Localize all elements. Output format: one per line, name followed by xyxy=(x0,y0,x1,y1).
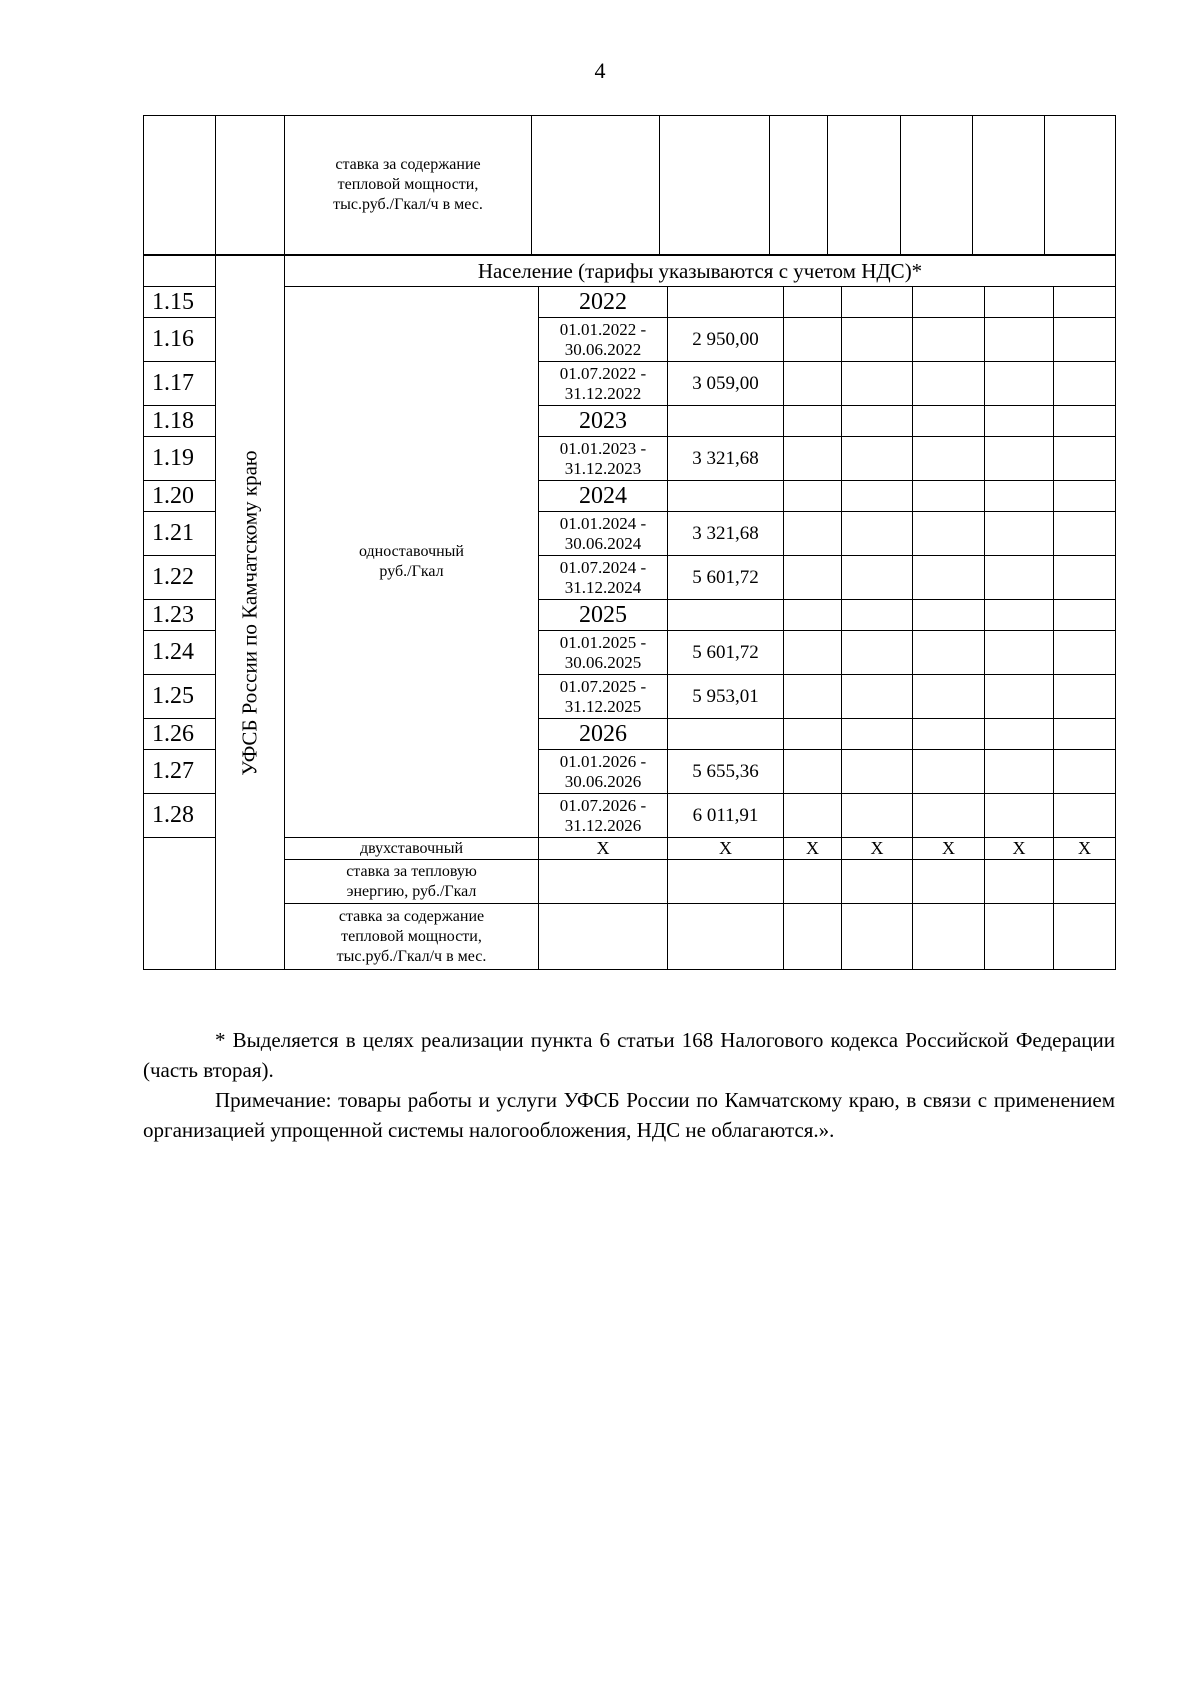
empty-cell xyxy=(985,750,1054,794)
tariff-value xyxy=(668,406,784,437)
empty-cell xyxy=(842,794,913,838)
empty-cell xyxy=(985,719,1054,750)
date-range: 01.07.2026 - 31.12.2026 xyxy=(539,794,668,838)
empty-cell xyxy=(842,631,913,675)
empty-cell xyxy=(985,318,1054,362)
row-number: 1.25 xyxy=(144,675,216,719)
empty-cell xyxy=(985,287,1054,318)
empty-cell xyxy=(842,362,913,406)
empty-cell xyxy=(784,794,842,838)
empty-cell xyxy=(1054,406,1116,437)
empty-cell xyxy=(668,860,784,904)
year-label: 2026 xyxy=(539,719,668,750)
empty-cell xyxy=(784,481,842,512)
row-number: 1.15 xyxy=(144,287,216,318)
empty-cell xyxy=(784,675,842,719)
empty-cell xyxy=(1054,675,1116,719)
empty-cell xyxy=(784,287,842,318)
empty-cell xyxy=(842,719,913,750)
empty-cell xyxy=(842,287,913,318)
empty-cell xyxy=(842,750,913,794)
page-number: 4 xyxy=(594,58,606,83)
empty-cell xyxy=(539,860,668,904)
tariff-value: 5 655,36 xyxy=(668,750,784,794)
empty-cell xyxy=(539,904,668,970)
empty-cell xyxy=(842,512,913,556)
empty-cell xyxy=(842,437,913,481)
empty-cell xyxy=(1054,631,1116,675)
year-label: 2024 xyxy=(539,481,668,512)
empty-cell xyxy=(913,675,985,719)
empty-cell xyxy=(985,362,1054,406)
empty-cell xyxy=(1054,794,1116,838)
empty-cell xyxy=(1054,512,1116,556)
tariff-value xyxy=(668,481,784,512)
empty-cell xyxy=(913,860,985,904)
tariff-value: 3 321,68 xyxy=(668,437,784,481)
empty-cell xyxy=(1054,556,1116,600)
empty-cell xyxy=(913,631,985,675)
top-empty-cell xyxy=(660,116,770,255)
empty-cell xyxy=(842,675,913,719)
empty-cell xyxy=(985,600,1054,631)
empty-cell xyxy=(784,318,842,362)
empty-cell xyxy=(913,362,985,406)
empty-cell xyxy=(913,481,985,512)
organization-cell xyxy=(216,256,285,970)
table-row xyxy=(144,838,1116,860)
x-mark: X xyxy=(1054,838,1116,860)
empty-cell xyxy=(985,860,1054,904)
empty-cell xyxy=(1054,481,1116,512)
empty-cell xyxy=(784,437,842,481)
empty-cell xyxy=(985,794,1054,838)
empty-cell xyxy=(784,512,842,556)
empty-cell xyxy=(1054,600,1116,631)
empty-cell xyxy=(913,750,985,794)
x-mark: X xyxy=(985,838,1054,860)
tariff-value xyxy=(668,719,784,750)
top-capacity-rate-label: ставка за содержание тепловой мощности, тыс.руб./Гкал/ч в мес. xyxy=(285,116,532,255)
empty-num-cell xyxy=(144,838,216,970)
empty-cell xyxy=(913,437,985,481)
tariff-value xyxy=(668,600,784,631)
row-number: 1.20 xyxy=(144,481,216,512)
row-number: 1.23 xyxy=(144,600,216,631)
empty-cell xyxy=(913,794,985,838)
empty-cell xyxy=(842,556,913,600)
empty-cell xyxy=(784,406,842,437)
empty-cell xyxy=(985,481,1054,512)
empty-cell xyxy=(913,904,985,970)
header-num-cell xyxy=(144,256,216,287)
row-number: 1.18 xyxy=(144,406,216,437)
empty-cell xyxy=(784,860,842,904)
date-range: 01.01.2023 - 31.12.2023 xyxy=(539,437,668,481)
empty-cell xyxy=(1054,904,1116,970)
empty-cell xyxy=(985,512,1054,556)
tariff-value xyxy=(668,287,784,318)
top-empty-cell xyxy=(144,116,216,255)
empty-cell xyxy=(985,904,1054,970)
x-mark: X xyxy=(913,838,985,860)
tariff-value: 5 601,72 xyxy=(668,631,784,675)
row-number: 1.24 xyxy=(144,631,216,675)
row-number: 1.21 xyxy=(144,512,216,556)
x-mark: X xyxy=(668,838,784,860)
empty-cell xyxy=(985,631,1054,675)
top-empty-cell xyxy=(1045,116,1116,255)
empty-cell xyxy=(784,631,842,675)
empty-cell xyxy=(1054,437,1116,481)
empty-cell xyxy=(913,318,985,362)
energy-rate-label: ставка за тепловую энергию, руб./Гкал xyxy=(285,860,539,904)
year-label: 2025 xyxy=(539,600,668,631)
empty-cell xyxy=(784,904,842,970)
organization-name: УФСБ России по Камчатскому краю xyxy=(237,449,262,776)
x-mark: X xyxy=(842,838,913,860)
empty-cell xyxy=(913,512,985,556)
tariff-table xyxy=(143,255,1116,970)
empty-cell xyxy=(1054,287,1116,318)
single-rate-label: одноставочный руб./Гкал xyxy=(285,287,539,838)
date-range: 01.07.2022 - 31.12.2022 xyxy=(539,362,668,406)
empty-cell xyxy=(784,750,842,794)
empty-cell xyxy=(913,406,985,437)
top-empty-cell xyxy=(770,116,828,255)
date-range: 01.01.2024 - 30.06.2024 xyxy=(539,512,668,556)
row-number: 1.16 xyxy=(144,318,216,362)
footnote: * Выделяется в целях реализации пункта 6 статьи 168 Налогового кодекса Российской Федерации (часть вторая). xyxy=(143,1028,1115,1082)
empty-cell xyxy=(842,860,913,904)
empty-cell xyxy=(784,362,842,406)
date-range: 01.01.2025 - 30.06.2025 xyxy=(539,631,668,675)
tariff-value: 3 321,68 xyxy=(668,512,784,556)
empty-cell xyxy=(1054,750,1116,794)
table-row xyxy=(144,860,1116,904)
empty-cell xyxy=(985,406,1054,437)
date-range: 01.07.2024 - 31.12.2024 xyxy=(539,556,668,600)
table-row xyxy=(144,904,1116,970)
row-number: 1.26 xyxy=(144,719,216,750)
remark: Примечание: товары работы и услуги УФСБ России по Камчатскому краю, в связи с применением организацией упрощенной системы налогообложения, НДС не облагаются.». xyxy=(143,1088,1115,1142)
empty-cell xyxy=(913,719,985,750)
row-number: 1.27 xyxy=(144,750,216,794)
x-mark: X xyxy=(539,838,668,860)
row-number: 1.28 xyxy=(144,794,216,838)
tariff-value: 5 953,01 xyxy=(668,675,784,719)
top-empty-cell xyxy=(828,116,901,255)
two-part-label: двухставочный xyxy=(285,838,539,860)
empty-cell xyxy=(1054,318,1116,362)
top-table xyxy=(143,115,1116,255)
tariff-value: 2 950,00 xyxy=(668,318,784,362)
empty-cell xyxy=(985,556,1054,600)
empty-cell xyxy=(784,600,842,631)
tariff-value: 3 059,00 xyxy=(668,362,784,406)
empty-cell xyxy=(842,406,913,437)
top-empty-cell xyxy=(532,116,660,255)
top-empty-cell xyxy=(973,116,1045,255)
empty-cell xyxy=(1054,362,1116,406)
empty-cell xyxy=(913,287,985,318)
empty-cell xyxy=(985,675,1054,719)
empty-cell xyxy=(842,600,913,631)
top-empty-cell xyxy=(901,116,973,255)
capacity-rate-label: ставка за содержание тепловой мощности, тыс.руб./Гкал/ч в мес. xyxy=(285,904,539,970)
date-range: 01.07.2025 - 31.12.2025 xyxy=(539,675,668,719)
empty-cell xyxy=(784,556,842,600)
empty-cell xyxy=(668,904,784,970)
notes xyxy=(143,1025,1115,1145)
year-label: 2023 xyxy=(539,406,668,437)
top-empty-cell xyxy=(216,116,285,255)
empty-cell xyxy=(913,556,985,600)
empty-cell xyxy=(913,600,985,631)
row-number: 1.22 xyxy=(144,556,216,600)
empty-cell xyxy=(985,437,1054,481)
empty-cell xyxy=(842,904,913,970)
year-label: 2022 xyxy=(539,287,668,318)
table-row xyxy=(144,287,1116,318)
row-number: 1.19 xyxy=(144,437,216,481)
population-header: Население (тарифы указываются с учетом НДС)* xyxy=(285,256,1116,287)
empty-cell xyxy=(784,719,842,750)
empty-cell xyxy=(842,481,913,512)
x-mark: X xyxy=(784,838,842,860)
tariff-value: 5 601,72 xyxy=(668,556,784,600)
row-number: 1.17 xyxy=(144,362,216,406)
tariff-value: 6 011,91 xyxy=(668,794,784,838)
empty-cell xyxy=(1054,860,1116,904)
empty-cell xyxy=(1054,719,1116,750)
date-range: 01.01.2026 - 30.06.2026 xyxy=(539,750,668,794)
date-range: 01.01.2022 - 30.06.2022 xyxy=(539,318,668,362)
empty-cell xyxy=(842,318,913,362)
